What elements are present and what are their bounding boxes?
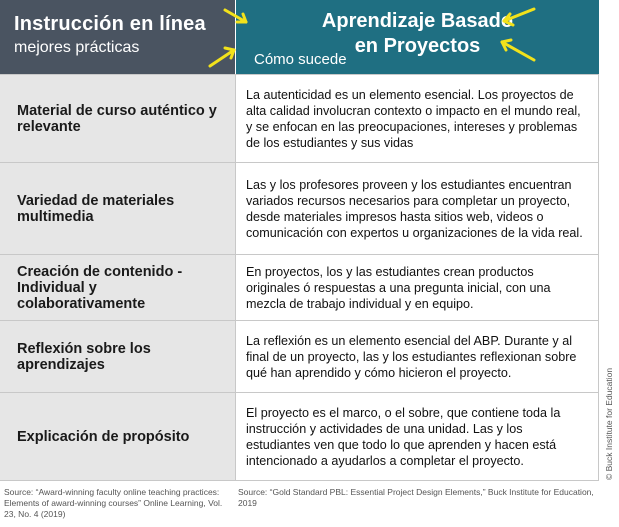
table-row: [0, 393, 599, 481]
header-right: [236, 0, 599, 74]
row-label: Creación de contenido - Individual y colaborativamente: [17, 263, 183, 312]
row-label-cell: [0, 393, 235, 481]
table-row: [0, 75, 599, 163]
row-label: Reflexión sobre los aprendizajes: [17, 340, 151, 373]
arrow-icon: [206, 42, 240, 70]
table-row: [0, 163, 599, 255]
header-left: [0, 0, 235, 74]
row-text: La autenticidad es un elemento esencial. Los proyectos de alta calidad involucran contexto o impacto en el mundo real, y se enfocan en las preocupaciones, intereses y problemas de los estudiantes y sus vidas: [246, 87, 581, 150]
arrow-icon: [222, 6, 252, 28]
row-text: La reflexión es un elemento esencial del ABP. Durante y al final de un proyecto, las y los estudiantes reflexionan sobre qué han aprendido y cómo hicieron el proyecto.: [246, 333, 577, 380]
row-label: Explicación de propósito: [17, 428, 190, 445]
row-label: Variedad de materiales multimedia: [17, 192, 175, 225]
header-left-title: Instrucción en línea: [14, 13, 206, 35]
source-left: Source: “Award-winning faculty online teaching practices: Elements of award-winning courses” Online Learning, Vol. 23, No. 4 (2019): [4, 487, 223, 519]
row-text-cell: [236, 75, 598, 163]
column-divider: [235, 74, 236, 481]
row-text: El proyecto es el marco, o el sobre, que contiene toda la instrucción y actividades de una unidad. Las y los estudiantes ven que todo lo que aprenden y hacen está intencionado a ayudarlos a completar el proyecto.: [246, 405, 561, 468]
row-label: Material de curso auténtico y relevante: [17, 102, 217, 135]
row-text-cell: [236, 163, 598, 255]
row-text-cell: [236, 321, 598, 393]
row-label-cell: [0, 163, 235, 255]
header-right-title-line2: en Proyectos: [354, 35, 481, 57]
row-label-cell: [0, 255, 235, 321]
header-right-title-line1: Aprendizaje Basado: [321, 10, 514, 32]
row-label-cell: [0, 75, 235, 163]
header-left-subtitle: mejores prácticas: [14, 39, 140, 56]
row-text-cell: [236, 393, 598, 481]
header-right-subtitle: Cómo sucede: [254, 51, 347, 68]
source-right: Source: “Gold Standard PBL: Essential Project Design Elements,” Buck Institute for Education, 2019: [238, 487, 594, 508]
row-text-cell: [236, 255, 598, 321]
table-row: [0, 321, 599, 393]
row-label-cell: [0, 321, 235, 393]
arrow-icon: [496, 34, 538, 66]
arrow-icon: [498, 4, 538, 28]
table-row: [0, 255, 599, 321]
copyright-credit: © Buck Institute for Education: [604, 367, 614, 480]
row-text: En proyectos, los y las estudiantes crean productos originales ó respuestas a una pregunta inicial, con una mezcla de trabajo individual y en equipo.: [246, 264, 551, 311]
row-text: Las y los profesores proveen y los estudiantes encuentran variados recursos necesarios para completar un proyecto, desde materiales impresos hasta sitios web, videos o comunicación con expertos u organizaciones de la vida real.: [246, 177, 583, 240]
